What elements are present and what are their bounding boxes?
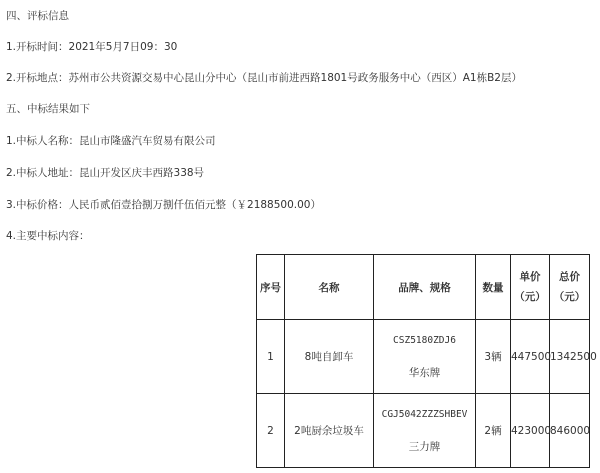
section-4-title: 四、评标信息 [6,10,69,22]
cell-total-price: 846000 [550,394,590,468]
cell-name: 2吨厨余垃圾车 [285,394,374,468]
header-name: 名称 [285,255,374,320]
cell-quantity: 2辆 [476,394,511,468]
cell-spec: CGJ5042ZZZSHBEV [381,408,468,420]
header-unit-price-unit: （元） [514,291,546,303]
award-table [256,254,597,468]
cell-seq: 1 [257,320,285,394]
header-brand-spec: 品牌、规格 [374,255,476,320]
header-total-price-label: 总价 [559,271,580,283]
cell-name: 8吨自卸车 [285,320,374,394]
table-row [257,320,590,394]
header-quantity: 数量 [476,255,511,320]
winner-price: 3.中标价格：人民币贰佰壹拾捌万捌仟伍佰元整（￥2188500.00） [6,199,321,211]
cell-brand-spec [374,394,476,468]
cell-spec: CSZ5180ZDJ6 [393,334,456,346]
header-total-price [550,255,590,320]
cell-brand-spec [374,320,476,394]
header-total-price-unit: （元） [553,291,586,303]
winner-address: 2.中标人地址：昆山开发区庆丰西路338号 [6,167,205,179]
header-unit-price [511,255,550,320]
main-content-title: 4.主要中标内容： [6,230,90,242]
table-header-row [257,255,590,320]
header-unit-price-label: 单价 [519,271,541,283]
cell-unit-price: 423000 [511,394,550,468]
cell-total-price: 1342500 [550,320,590,394]
winner-name: 1.中标人名称：昆山市隆盛汽车贸易有限公司 [6,135,216,147]
cell-brand: 华东牌 [408,366,441,379]
table-row [257,394,590,468]
section-5-title: 五、中标结果如下 [6,103,90,115]
bid-opening-location: 2.开标地点：苏州市公共资源交易中心昆山分中心（昆山市前进西路1801号政务服务中心（西区）A1栋B2层） [6,72,522,84]
header-seq: 序号 [257,255,285,320]
cell-quantity: 3辆 [476,320,511,394]
cell-unit-price: 447500 [511,320,550,394]
cell-brand: 三力牌 [408,440,441,453]
bid-opening-time: 1.开标时间：2021年5月7日09：30 [6,41,178,53]
cell-seq: 2 [257,394,285,468]
